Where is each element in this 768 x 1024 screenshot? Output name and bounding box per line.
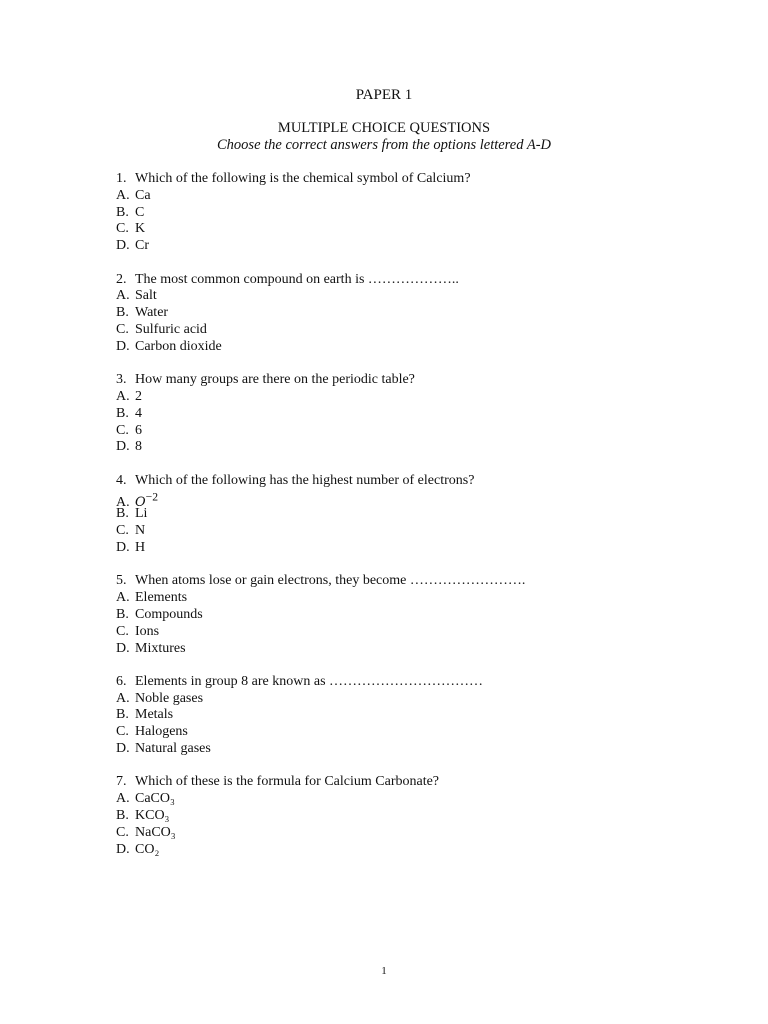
answer-option bbox=[116, 490, 676, 511]
option-letter: D. bbox=[116, 640, 130, 656]
question-number: 6. bbox=[116, 673, 127, 689]
answer-option bbox=[116, 808, 676, 825]
question-stem bbox=[116, 372, 676, 389]
option-letter: B. bbox=[116, 606, 129, 622]
answer-option bbox=[116, 506, 676, 523]
answer-option bbox=[116, 389, 676, 406]
question-text: Which of the following has the highest number of electrons? bbox=[135, 472, 475, 488]
option-text: C bbox=[135, 204, 145, 220]
question-6 bbox=[116, 674, 676, 758]
answer-option bbox=[116, 842, 676, 859]
answer-option bbox=[116, 741, 676, 758]
question-text: Which of these is the formula for Calcium Carbonate? bbox=[135, 774, 440, 790]
question-number: 5. bbox=[116, 573, 127, 589]
answer-option bbox=[116, 322, 676, 339]
option-text: 8 bbox=[135, 439, 142, 455]
option-text: Li bbox=[135, 506, 148, 522]
question-stem bbox=[116, 573, 676, 590]
section-title: MULTIPLE CHOICE QUESTIONS bbox=[277, 120, 491, 136]
option-letter: D. bbox=[116, 841, 130, 857]
option-text: Natural gases bbox=[135, 741, 211, 757]
option-letter: A. bbox=[116, 187, 130, 203]
option-text: Water bbox=[135, 305, 169, 321]
option-text: Mixtures bbox=[135, 640, 186, 656]
question-5 bbox=[116, 573, 676, 657]
option-letter: D. bbox=[116, 539, 130, 555]
question-list bbox=[116, 171, 676, 875]
question-4 bbox=[116, 473, 676, 557]
option-text: 6 bbox=[135, 422, 142, 438]
option-letter: C. bbox=[116, 623, 129, 639]
paper-title: PAPER 1 bbox=[355, 87, 413, 103]
question-stem bbox=[116, 774, 676, 791]
option-text: Cr bbox=[135, 238, 149, 254]
option-letter: A. bbox=[116, 495, 130, 511]
option-letter: B. bbox=[116, 506, 129, 522]
question-text: When atoms lose or gain electrons, they become ……………………. bbox=[135, 573, 526, 589]
option-letter: C. bbox=[116, 221, 129, 237]
option-letter: A. bbox=[116, 590, 130, 606]
option-letter: A. bbox=[116, 388, 130, 404]
answer-option bbox=[116, 791, 676, 808]
option-text: N bbox=[135, 523, 146, 539]
answer-option bbox=[116, 624, 676, 641]
answer-option bbox=[116, 205, 676, 222]
option-text: CaCO₃ bbox=[135, 791, 175, 807]
option-letter: B. bbox=[116, 405, 129, 421]
question-text: How many groups are there on the periodic table? bbox=[135, 372, 415, 388]
option-text: CO₂ bbox=[135, 841, 160, 857]
answer-option bbox=[116, 406, 676, 423]
question-number: 1. bbox=[116, 171, 127, 186]
option-text: Ions bbox=[135, 623, 160, 639]
question-number: 4. bbox=[116, 472, 127, 488]
option-text: K bbox=[135, 221, 146, 237]
option-letter: D. bbox=[116, 238, 130, 254]
answer-option bbox=[116, 238, 676, 255]
question-3 bbox=[116, 372, 676, 456]
option-text: Metals bbox=[135, 707, 174, 723]
option-letter: D. bbox=[116, 741, 130, 757]
option-text: Elements bbox=[135, 590, 188, 606]
answer-option bbox=[116, 540, 676, 557]
option-letter: C. bbox=[116, 523, 129, 539]
option-letter: A. bbox=[116, 690, 130, 706]
option-letter: B. bbox=[116, 204, 129, 220]
question-text: The most common compound on earth is ……………….. bbox=[135, 271, 459, 287]
answer-option bbox=[116, 288, 676, 305]
question-2 bbox=[116, 272, 676, 356]
option-letter: C. bbox=[116, 824, 129, 840]
answer-option bbox=[116, 707, 676, 724]
answer-option bbox=[116, 607, 676, 624]
option-text: Carbon dioxide bbox=[135, 338, 222, 354]
option-letter: A. bbox=[116, 288, 130, 304]
question-stem bbox=[116, 272, 676, 289]
question-number: 2. bbox=[116, 271, 127, 287]
answer-option bbox=[116, 590, 676, 607]
option-text: Salt bbox=[135, 288, 157, 304]
option-letter: C. bbox=[116, 321, 129, 337]
page-number: 1 bbox=[381, 965, 387, 977]
answer-option bbox=[116, 423, 676, 440]
option-letter: D. bbox=[116, 439, 130, 455]
answer-option bbox=[116, 724, 676, 741]
answer-option bbox=[116, 188, 676, 205]
question-stem bbox=[116, 674, 676, 691]
option-text: Sulfuric acid bbox=[135, 321, 207, 337]
option-text: Compounds bbox=[135, 606, 203, 622]
answer-option bbox=[116, 523, 676, 540]
answer-option bbox=[116, 439, 676, 456]
question-stem bbox=[116, 171, 676, 188]
question-text: Elements in group 8 are known as …………………………… bbox=[135, 673, 484, 689]
option-letter: B. bbox=[116, 305, 129, 321]
option-text: Ca bbox=[135, 187, 151, 203]
answer-option bbox=[116, 339, 676, 356]
option-text: Halogens bbox=[135, 724, 188, 740]
question-text: Which of the following is the chemical symbol of Calcium? bbox=[135, 171, 471, 186]
option-letter: B. bbox=[116, 707, 129, 723]
option-text: NaCO₃ bbox=[135, 824, 176, 840]
option-letter: B. bbox=[116, 808, 129, 824]
answer-option bbox=[116, 305, 676, 322]
question-number: 7. bbox=[116, 774, 127, 790]
option-letter: C. bbox=[116, 422, 129, 438]
option-text: KCO₃ bbox=[135, 808, 170, 824]
answer-option bbox=[116, 825, 676, 842]
instructions: Choose the correct answers from the options lettered A-D bbox=[217, 137, 551, 153]
option-letter: A. bbox=[116, 791, 130, 807]
option-letter: D. bbox=[116, 338, 130, 354]
answer-option bbox=[116, 221, 676, 238]
answer-option bbox=[116, 641, 676, 658]
answer-option bbox=[116, 691, 676, 708]
question-7 bbox=[116, 774, 676, 858]
question-number: 3. bbox=[116, 372, 127, 388]
option-text: 2 bbox=[135, 388, 142, 404]
option-text: Noble gases bbox=[135, 690, 204, 706]
option-text: H bbox=[135, 539, 146, 555]
question-1 bbox=[116, 171, 676, 255]
option-text: 4 bbox=[135, 405, 142, 421]
question-stem bbox=[116, 473, 676, 490]
option-letter: C. bbox=[116, 724, 129, 740]
option-text: $O^{-2}$ bbox=[135, 490, 159, 511]
